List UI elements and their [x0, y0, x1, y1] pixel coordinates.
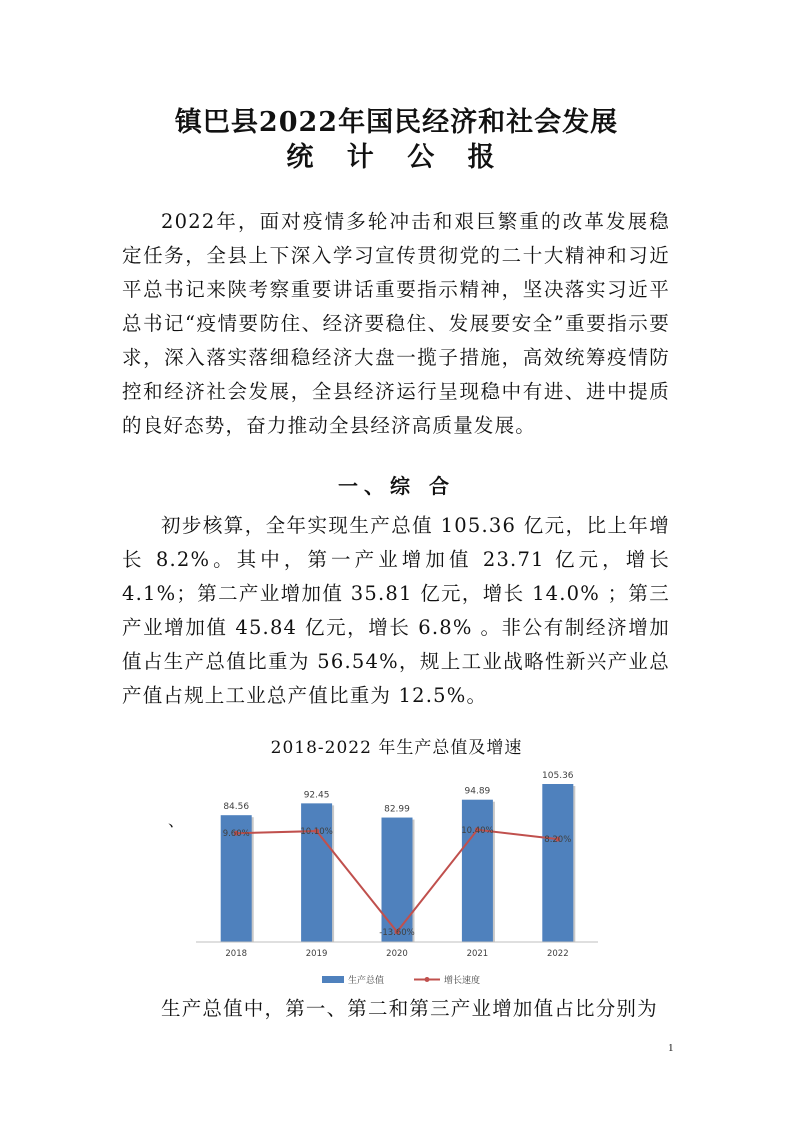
bar-label-2018: 84.56: [223, 802, 250, 813]
growth-label-2021: 10.40%: [461, 825, 494, 836]
x-tick-2020: 2020: [386, 949, 408, 959]
continuation-paragraph: [122, 992, 670, 1026]
bar-label-2021: 94.89: [464, 786, 491, 797]
bar-2020: [382, 818, 413, 942]
gdp-chart: [188, 762, 606, 994]
bar-label-2020: 82.99: [384, 804, 410, 815]
chart-legend: [322, 974, 480, 986]
bar-2019: [301, 803, 332, 942]
intro-paragraph: [122, 205, 670, 443]
legend-swatch-gdp: [322, 976, 344, 983]
growth-label-2019: 10.10%: [300, 827, 333, 838]
page-number: 1: [668, 1042, 674, 1054]
bar-2021: [462, 800, 493, 942]
x-tick-2021: 2021: [466, 949, 489, 959]
x-tick-2019: 2019: [305, 949, 328, 959]
x-tick-2022: 2022: [546, 949, 569, 959]
x-tick-2018: 2018: [225, 949, 248, 959]
section-heading-overview: 一、综 合: [338, 474, 455, 498]
x-tick-labels: [225, 949, 568, 959]
legend-label-gdp: 生产总值: [348, 976, 385, 986]
bar-label-2022: 105.36: [542, 771, 574, 781]
growth-label-2020: -13.60%: [379, 927, 415, 938]
legend-marker-growth: [425, 977, 430, 982]
stray-mark: 、: [168, 811, 185, 830]
bar-group: [221, 771, 576, 942]
overview-text: 初步核算，全年实现生产总值 105.36 亿元，比上年增长 8.2%。其中，第一产业增加值 23.71 亿元，增长 4.1%；第二产业增加值 35.81 亿元，增长 14.0% ；第三产业增加值 45.84 亿元，增长 6.8% 。非公有制经济增加值占生产总值比重为 56.54%，规上工业战略性新兴产业总产值占规上工业总产值比重为 12.5%。: [122, 514, 670, 707]
chart-title: 2018-2022 年生产总值及增速: [270, 738, 523, 758]
bar-label-2019: 92.45: [303, 790, 330, 801]
overview-paragraph: [122, 509, 670, 713]
continuation-text: 生产总值中，第一、第二和第三产业增加值占比分别为: [161, 997, 658, 1020]
intro-text: 2022年，面对疫情多轮冲击和艰巨繁重的改革发展稳定任务，全县上下深入学习宣传贯彻党的二十大精神和习近平总书记来陕考察重要讲话重要指示精神，坚决落实习近平总书记“疫情要防住、经济要稳住、发展要安全”重要指示要求，深入落实落细稳经济大盘一揽子措施，高效统筹疫情防控和经济社会发展，全县经济运行呈现稳中有进、进中提质的良好态势，奋力推动全县经济高质量发展。: [122, 210, 670, 437]
bar-2022: [542, 784, 573, 942]
report-title-line1: 镇巴县2022年国民经济和社会发展: [174, 107, 619, 138]
growth-label-2018: 9.60%: [222, 829, 250, 840]
report-title-line2: 统 计 公 报: [286, 142, 507, 173]
growth-label-2022: 8.20%: [544, 835, 572, 846]
legend-label-growth: 增长速度: [444, 976, 481, 986]
